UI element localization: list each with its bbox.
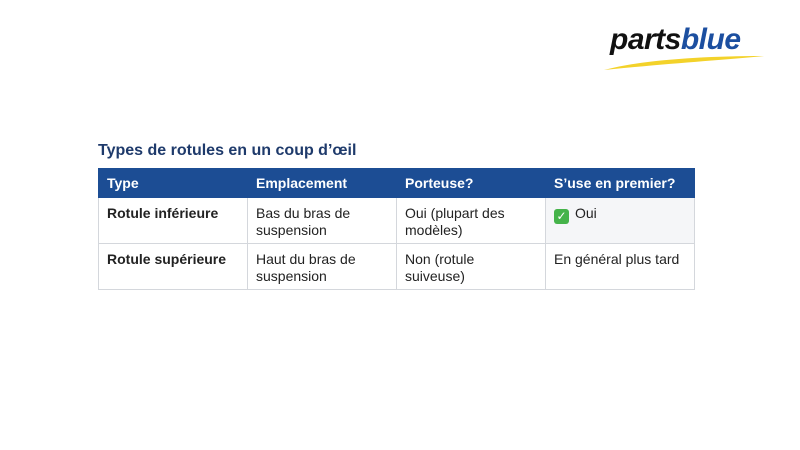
column-header-load-bearing: Porteuse?	[397, 169, 546, 198]
check-mark-icon: ✓	[554, 209, 569, 224]
cell-load-bearing: Oui (plupart des modèles)	[397, 198, 546, 244]
ball-joint-comparison-table	[98, 168, 695, 290]
cell-wears-first	[546, 198, 695, 244]
logo-text-parts: parts	[610, 23, 681, 56]
cell-wears-first: En général plus tard	[546, 244, 695, 290]
logo-swoosh-icon	[602, 54, 767, 74]
logo-wordmark	[610, 22, 741, 58]
logo-text-blue: blue	[680, 23, 741, 56]
column-header-location: Emplacement	[248, 169, 397, 198]
table-title: Types de rotules en un coup d’œil	[98, 142, 357, 159]
cell-location: Haut du bras de suspension	[248, 244, 397, 290]
column-header-type: Type	[99, 169, 248, 198]
table-row	[99, 198, 695, 244]
cell-wears-first-text: Oui	[575, 205, 597, 221]
cell-type: Rotule inférieure	[99, 198, 248, 244]
cell-type: Rotule supérieure	[99, 244, 248, 290]
cell-location: Bas du bras de suspension	[248, 198, 397, 244]
cell-load-bearing: Non (rotule suiveuse)	[397, 244, 546, 290]
column-header-wears-first: S’use en premier?	[546, 169, 695, 198]
table-header-row	[99, 169, 695, 198]
partsblue-logo	[602, 20, 767, 75]
table-row	[99, 244, 695, 290]
